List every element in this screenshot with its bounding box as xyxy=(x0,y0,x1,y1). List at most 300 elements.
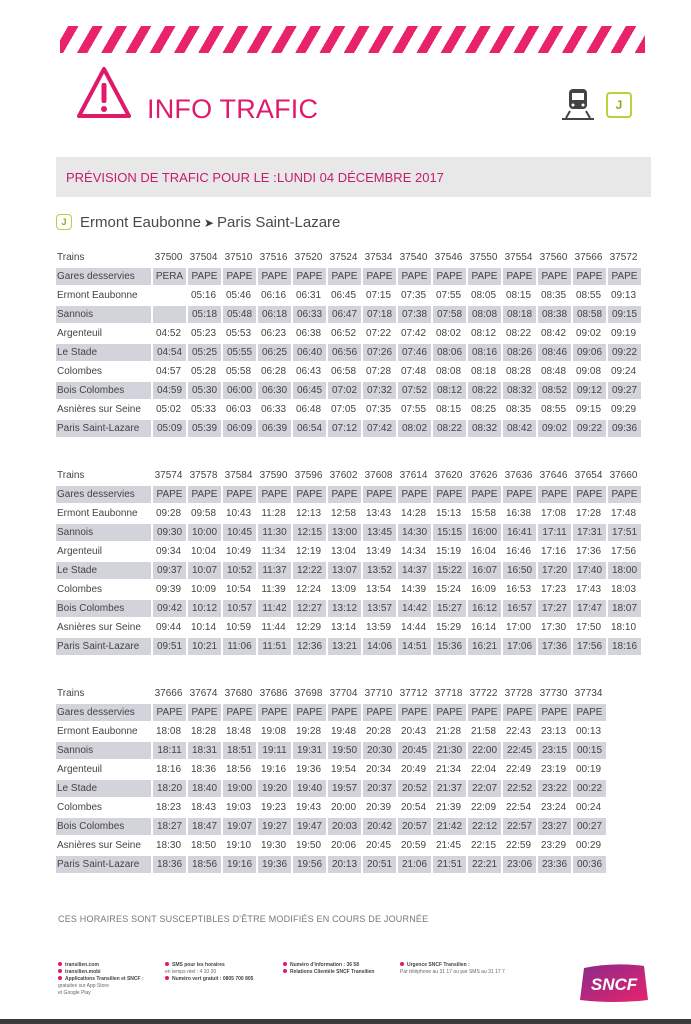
time-cell: 10:14 xyxy=(190,622,217,633)
time-cell: 17:20 xyxy=(536,562,571,579)
time-cell: 18:51 xyxy=(221,742,256,759)
station-row xyxy=(56,287,641,304)
train-number: 37554 xyxy=(504,252,533,263)
time-cell: 04:57 xyxy=(155,366,182,377)
time-cell: 05:33 xyxy=(190,404,217,415)
time-cell: 14:39 xyxy=(400,584,427,595)
time-cell: 08:05 xyxy=(470,290,497,301)
station-name: Bois Colombes xyxy=(56,600,151,617)
time-cell: 08:08 xyxy=(466,306,501,323)
time-cell: 08:35 xyxy=(505,404,532,415)
time-cell: 18:16 xyxy=(155,764,182,775)
time-cell: 18:48 xyxy=(225,726,252,737)
trains-label: Trains xyxy=(57,688,85,699)
time-cell: 19:16 xyxy=(260,764,287,775)
time-cell: 17:06 xyxy=(501,638,536,655)
time-cell: PAPE xyxy=(571,268,606,285)
time-cell: 16:46 xyxy=(505,546,532,557)
time-cell: 08:22 xyxy=(466,382,501,399)
time-cell: PAPE xyxy=(396,704,431,721)
time-cell: 00:36 xyxy=(571,856,606,873)
time-cell: 09:42 xyxy=(151,600,186,617)
station-row xyxy=(56,382,641,399)
time-cell: 10:00 xyxy=(186,524,221,541)
time-cell: 13:09 xyxy=(330,584,357,595)
time-cell: 08:18 xyxy=(501,306,536,323)
time-cell: 15:24 xyxy=(435,584,462,595)
time-cell: 06:16 xyxy=(260,290,287,301)
station-name: Le Stade xyxy=(56,344,151,361)
train-number: 37510 xyxy=(224,252,253,263)
header-stripes xyxy=(60,26,645,53)
time-cell: PAPE xyxy=(291,268,326,285)
station-row xyxy=(56,562,641,579)
time-cell: 08:48 xyxy=(540,366,567,377)
time-cell: 23:19 xyxy=(540,764,567,775)
train-number: 37578 xyxy=(189,470,218,481)
time-cell: 18:56 xyxy=(186,856,221,873)
time-cell: 06:54 xyxy=(291,420,326,437)
route-origin: Ermont Eaubonne xyxy=(80,214,201,231)
forecast-banner xyxy=(56,157,651,197)
station-name: Asnières sur Seine xyxy=(57,840,141,851)
time-cell: 17:11 xyxy=(536,524,571,541)
time-cell: 08:55 xyxy=(540,404,567,415)
time-cell: 05:25 xyxy=(186,344,221,361)
time-cell: 17:36 xyxy=(536,638,571,655)
time-cell: 06:45 xyxy=(330,290,357,301)
time-cell: 18:36 xyxy=(151,856,186,873)
time-cell: 10:52 xyxy=(221,562,256,579)
time-cell: 09:22 xyxy=(606,344,641,361)
time-cell: 19:23 xyxy=(260,802,287,813)
line-j-badge: J xyxy=(606,92,632,118)
time-cell: 09:37 xyxy=(151,562,186,579)
station-name: Gares desservies xyxy=(56,486,151,503)
time-cell: PAPE xyxy=(466,486,501,503)
station-row xyxy=(56,420,641,437)
train-number: 37550 xyxy=(469,252,498,263)
footer-item: Par téléphone au 31 17 ou par SMS au 31 17 7 xyxy=(400,969,505,975)
time-cell: 08:22 xyxy=(431,420,466,437)
time-cell: 08:15 xyxy=(505,290,532,301)
time-cell: 23:22 xyxy=(536,780,571,797)
time-cell: 17:51 xyxy=(606,524,641,541)
time-cell: 17:40 xyxy=(571,562,606,579)
time-cell: 07:02 xyxy=(326,382,361,399)
time-cell: 12:36 xyxy=(291,638,326,655)
train-numbers-row xyxy=(56,249,641,266)
station-row xyxy=(56,401,641,418)
time-cell: 18:28 xyxy=(190,726,217,737)
footer-col-1 xyxy=(58,962,144,997)
train-number: 37590 xyxy=(259,470,288,481)
time-cell: PAPE xyxy=(431,704,466,721)
time-cell: 11:44 xyxy=(261,622,286,633)
station-name: Sannois xyxy=(56,742,151,759)
time-cell: 20:45 xyxy=(396,742,431,759)
time-cell: PAPE xyxy=(221,486,256,503)
time-cell: 05:16 xyxy=(190,290,217,301)
station-row xyxy=(56,600,641,617)
time-cell: 10:45 xyxy=(221,524,256,541)
time-cell: 16:57 xyxy=(501,600,536,617)
footer-item: en temps réel : 4 10 20 xyxy=(165,969,217,975)
train-number: 37666 xyxy=(154,688,183,699)
time-cell: 18:07 xyxy=(606,600,641,617)
time-cell: 10:49 xyxy=(225,546,252,557)
time-cell: 14:37 xyxy=(396,562,431,579)
station-row xyxy=(56,306,641,323)
time-cell: PAPE xyxy=(256,704,291,721)
time-cell: PAPE xyxy=(186,486,221,503)
time-cell: 12:22 xyxy=(291,562,326,579)
time-cell: 19:11 xyxy=(256,742,291,759)
time-cell: 05:23 xyxy=(190,328,217,339)
time-cell: 00:22 xyxy=(571,780,606,797)
time-cell: 06:09 xyxy=(221,420,256,437)
time-cell: 04:54 xyxy=(151,344,186,361)
svg-text:SNCF: SNCF xyxy=(590,975,638,994)
time-cell: 18:27 xyxy=(151,818,186,835)
time-cell: 06:28 xyxy=(260,366,287,377)
time-cell: PAPE xyxy=(431,268,466,285)
station-row xyxy=(56,524,641,541)
time-cell: 22:49 xyxy=(505,764,532,775)
time-cell: 09:58 xyxy=(190,508,217,519)
time-cell: 11:06 xyxy=(221,638,256,655)
time-cell: 07:26 xyxy=(361,344,396,361)
time-cell: 06:39 xyxy=(256,420,291,437)
timetable-1 xyxy=(56,247,641,439)
time-cell: 08:25 xyxy=(470,404,497,415)
train-number: 37718 xyxy=(434,688,463,699)
time-cell: 09:39 xyxy=(155,584,182,595)
time-cell: 15:29 xyxy=(435,622,462,633)
train-number: 37728 xyxy=(504,688,533,699)
time-cell: 22:15 xyxy=(470,840,497,851)
time-cell: 06:23 xyxy=(260,328,287,339)
station-row xyxy=(56,268,641,285)
station-name: Le Stade xyxy=(56,780,151,797)
time-cell: 08:26 xyxy=(501,344,536,361)
time-cell: 21:30 xyxy=(431,742,466,759)
station-row xyxy=(56,761,606,778)
time-cell: 05:39 xyxy=(186,420,221,437)
time-cell: PAPE xyxy=(326,268,361,285)
time-cell: 22:45 xyxy=(501,742,536,759)
time-cell xyxy=(151,306,186,323)
train-number: 37636 xyxy=(504,470,533,481)
time-cell: 11:37 xyxy=(256,562,291,579)
footer-item: Urgence SNCF Transilien : xyxy=(400,962,505,969)
time-cell: 09:02 xyxy=(575,328,602,339)
station-name: Sannois xyxy=(56,306,151,323)
time-cell: 16:50 xyxy=(501,562,536,579)
time-cell: 07:32 xyxy=(361,382,396,399)
time-cell: 20:03 xyxy=(326,818,361,835)
time-cell: 09:15 xyxy=(606,306,641,323)
time-cell: 20:42 xyxy=(361,818,396,835)
time-cell: 19:28 xyxy=(295,726,322,737)
time-cell: 09:22 xyxy=(571,420,606,437)
time-cell: 17:27 xyxy=(536,600,571,617)
time-cell: 09:19 xyxy=(610,328,637,339)
time-cell: 08:38 xyxy=(536,306,571,323)
time-cell: 05:55 xyxy=(221,344,256,361)
time-cell: 12:19 xyxy=(295,546,322,557)
footer-col-4 xyxy=(400,962,505,976)
time-cell: 19:36 xyxy=(295,764,322,775)
time-cell: 08:06 xyxy=(431,344,466,361)
timetable-3 xyxy=(56,683,606,875)
time-cell: PAPE xyxy=(186,704,221,721)
time-cell: 10:07 xyxy=(186,562,221,579)
time-cell: 20:39 xyxy=(365,802,392,813)
time-cell: 07:52 xyxy=(396,382,431,399)
train-number: 37614 xyxy=(399,470,428,481)
time-cell: 19:07 xyxy=(221,818,256,835)
time-cell: 19:43 xyxy=(295,802,322,813)
time-cell: 13:54 xyxy=(365,584,392,595)
time-cell: 20:06 xyxy=(330,840,357,851)
time-cell: 05:30 xyxy=(186,382,221,399)
station-name: Colombes xyxy=(57,366,103,377)
time-cell: 19:27 xyxy=(256,818,291,835)
time-cell: PAPE xyxy=(501,268,536,285)
station-name: Asnières sur Seine xyxy=(57,622,141,633)
time-cell: 16:07 xyxy=(466,562,501,579)
time-cell: 11:28 xyxy=(261,508,286,519)
time-cell: 18:56 xyxy=(225,764,252,775)
time-cell: 20:34 xyxy=(365,764,392,775)
time-cell: 06:56 xyxy=(326,344,361,361)
time-cell: 09:44 xyxy=(155,622,182,633)
time-cell: 08:18 xyxy=(470,366,497,377)
time-cell: 06:43 xyxy=(295,366,322,377)
time-cell: PAPE xyxy=(151,704,186,721)
time-cell: 18:23 xyxy=(155,802,182,813)
time-cell: PAPE xyxy=(431,486,466,503)
time-cell: 18:20 xyxy=(151,780,186,797)
train-numbers-row xyxy=(56,467,641,484)
time-cell: 18:36 xyxy=(190,764,217,775)
station-name: Argenteuil xyxy=(57,546,103,557)
train-number: 37534 xyxy=(364,252,393,263)
train-number: 37546 xyxy=(434,252,463,263)
time-cell: 19:31 xyxy=(291,742,326,759)
time-cell: 09:13 xyxy=(610,290,637,301)
train-number: 37560 xyxy=(539,252,568,263)
train-number: 37712 xyxy=(399,688,428,699)
time-cell: 15:22 xyxy=(431,562,466,579)
time-cell: 17:16 xyxy=(540,546,567,557)
time-cell: 19:50 xyxy=(295,840,322,851)
time-cell: PAPE xyxy=(221,268,256,285)
footer-col-3 xyxy=(283,962,374,976)
time-cell: 12:58 xyxy=(330,508,357,519)
time-cell: 23:36 xyxy=(536,856,571,873)
time-cell: 23:24 xyxy=(540,802,567,813)
train-number: 37734 xyxy=(574,688,603,699)
time-cell: 17:36 xyxy=(575,546,602,557)
time-cell: 16:21 xyxy=(466,638,501,655)
time-cell: 16:04 xyxy=(470,546,497,557)
time-cell: 20:45 xyxy=(365,840,392,851)
station-row xyxy=(56,837,606,854)
time-cell: 07:55 xyxy=(435,290,462,301)
time-cell: 17:56 xyxy=(610,546,637,557)
time-cell: 18:40 xyxy=(186,780,221,797)
time-cell: 17:31 xyxy=(571,524,606,541)
time-cell: 15:19 xyxy=(435,546,462,557)
time-cell: 13:43 xyxy=(365,508,392,519)
time-cell: 09:02 xyxy=(536,420,571,437)
time-cell: 11:39 xyxy=(261,584,286,595)
time-cell: 18:10 xyxy=(610,622,637,633)
time-cell: 11:42 xyxy=(256,600,291,617)
train-number: 37620 xyxy=(434,470,463,481)
time-cell: 06:18 xyxy=(256,306,291,323)
footer-item: Applications Transilien et SNCF : xyxy=(58,976,144,983)
time-cell: PAPE xyxy=(501,486,536,503)
timetable-2 xyxy=(56,465,641,657)
train-number: 37646 xyxy=(539,470,568,481)
station-name: Sannois xyxy=(56,524,151,541)
time-cell: 19:00 xyxy=(221,780,256,797)
time-cell: 06:30 xyxy=(256,382,291,399)
station-name: Gares desservies xyxy=(56,704,151,721)
time-cell: 00:27 xyxy=(571,818,606,835)
schedule-disclaimer: CES HORAIRES SONT SUSCEPTIBLES D'ÊTRE MODIFIÉS EN COURS DE JOURNÉE xyxy=(58,914,429,924)
time-cell: PAPE xyxy=(221,704,256,721)
time-cell: 05:53 xyxy=(225,328,252,339)
time-cell: 23:15 xyxy=(536,742,571,759)
footer-item: transilien.mobi xyxy=(58,969,144,976)
time-cell: 17:50 xyxy=(575,622,602,633)
station-name: Argenteuil xyxy=(57,328,103,339)
time-cell: 21:51 xyxy=(431,856,466,873)
time-cell: 08:28 xyxy=(505,366,532,377)
time-cell: 14:42 xyxy=(396,600,431,617)
time-cell: 22:54 xyxy=(505,802,532,813)
time-cell: 09:08 xyxy=(575,366,602,377)
time-cell: 14:28 xyxy=(400,508,427,519)
time-cell: 06:58 xyxy=(330,366,357,377)
time-cell: 08:08 xyxy=(435,366,462,377)
time-cell: 18:31 xyxy=(186,742,221,759)
time-cell: 06:45 xyxy=(291,382,326,399)
time-cell: 19:47 xyxy=(291,818,326,835)
time-cell: 09:06 xyxy=(571,344,606,361)
time-cell: 18:50 xyxy=(190,840,217,851)
time-cell: 21:37 xyxy=(431,780,466,797)
time-cell: 10:04 xyxy=(190,546,217,557)
time-cell: 22:04 xyxy=(470,764,497,775)
time-cell: 22:52 xyxy=(501,780,536,797)
station-name: Ermont Eaubonne xyxy=(57,508,138,519)
trains-label: Trains xyxy=(57,470,85,481)
time-cell: PAPE xyxy=(361,704,396,721)
time-cell: 20:28 xyxy=(365,726,392,737)
time-cell: PAPE xyxy=(186,268,221,285)
time-cell: 12:27 xyxy=(291,600,326,617)
station-row xyxy=(56,723,606,740)
time-cell: 23:29 xyxy=(540,840,567,851)
train-number: 37572 xyxy=(609,252,638,263)
train-number: 37704 xyxy=(329,688,358,699)
time-cell: PAPE xyxy=(396,486,431,503)
time-cell: 18:11 xyxy=(151,742,186,759)
time-cell: 15:13 xyxy=(435,508,462,519)
time-cell: 13:00 xyxy=(326,524,361,541)
train-icon xyxy=(560,86,596,122)
time-cell: 20:37 xyxy=(361,780,396,797)
station-name: Colombes xyxy=(57,802,103,813)
time-cell: 13:14 xyxy=(330,622,357,633)
footer-item: SMS pour les horaires xyxy=(165,962,253,969)
time-cell: 08:15 xyxy=(435,404,462,415)
time-cell: 12:24 xyxy=(295,584,322,595)
time-cell: 07:22 xyxy=(365,328,392,339)
time-cell: 19:36 xyxy=(256,856,291,873)
station-name: Paris Saint-Lazare xyxy=(56,856,151,873)
page-title: INFO TRAFIC xyxy=(147,94,319,124)
time-cell: 07:28 xyxy=(365,366,392,377)
train-number: 37524 xyxy=(329,252,358,263)
time-cell: 08:52 xyxy=(536,382,571,399)
forecast-date: LUNDI 04 DÉCEMBRE 2017 xyxy=(277,170,444,185)
time-cell: PAPE xyxy=(256,486,291,503)
footer-item: transilien.com xyxy=(58,962,144,969)
time-cell: 00:24 xyxy=(575,802,602,813)
time-cell: 07:15 xyxy=(365,290,392,301)
train-number: 37516 xyxy=(259,252,288,263)
time-cell: 15:27 xyxy=(431,600,466,617)
time-cell: 22:12 xyxy=(466,818,501,835)
time-cell: 10:12 xyxy=(186,600,221,617)
time-cell: 09:24 xyxy=(610,366,637,377)
station-name: Le Stade xyxy=(56,562,151,579)
time-cell: 05:28 xyxy=(190,366,217,377)
station-row xyxy=(56,486,641,503)
train-number: 37602 xyxy=(329,470,358,481)
time-cell: 04:59 xyxy=(151,382,186,399)
time-cell: 12:15 xyxy=(291,524,326,541)
time-cell: 10:54 xyxy=(225,584,252,595)
time-cell: 07:42 xyxy=(361,420,396,437)
time-cell: 18:08 xyxy=(155,726,182,737)
time-cell: 19:54 xyxy=(330,764,357,775)
time-cell: 16:38 xyxy=(505,508,532,519)
time-cell: 05:09 xyxy=(151,420,186,437)
time-cell: 18:03 xyxy=(610,584,637,595)
time-cell: 16:12 xyxy=(466,600,501,617)
time-cell: 07:35 xyxy=(365,404,392,415)
time-cell: 06:03 xyxy=(225,404,252,415)
time-cell: 08:22 xyxy=(505,328,532,339)
time-cell: PAPE xyxy=(606,486,641,503)
time-cell: PERA xyxy=(151,268,186,285)
time-cell: 18:16 xyxy=(606,638,641,655)
footer-col-2 xyxy=(165,962,253,983)
time-cell: 06:33 xyxy=(260,404,287,415)
time-cell: 18:00 xyxy=(606,562,641,579)
train-number: 37540 xyxy=(399,252,428,263)
time-cell: 20:49 xyxy=(400,764,427,775)
train-number: 37710 xyxy=(364,688,393,699)
time-cell: 17:56 xyxy=(571,638,606,655)
